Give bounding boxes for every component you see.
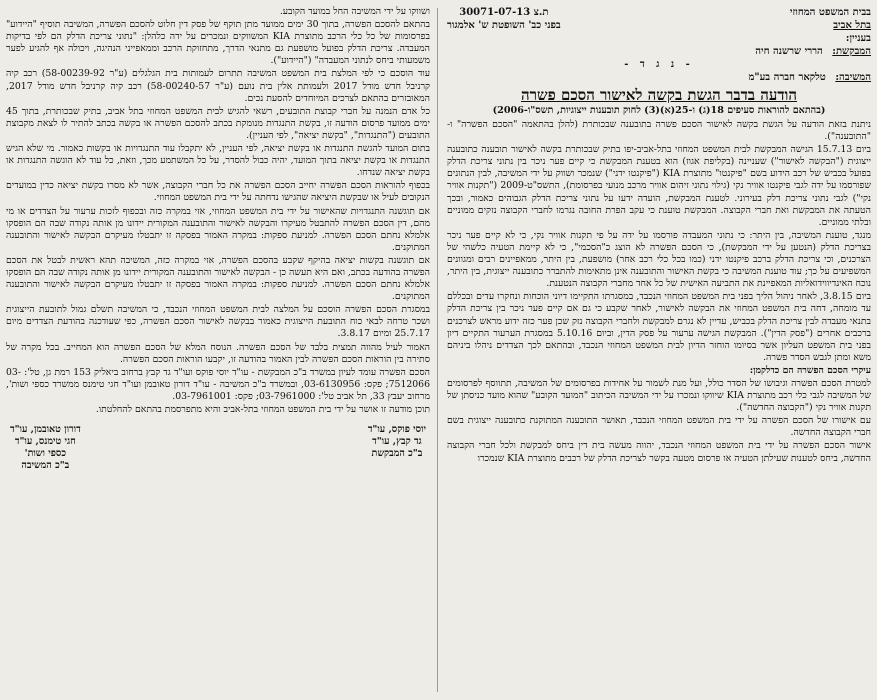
plaintiff-line bbox=[447, 45, 871, 58]
signature-names: יוסי פוקס, עו"ד bbox=[367, 424, 426, 436]
judge-name: בפני כב' השופטת ש' אלמגור bbox=[447, 20, 561, 31]
court-name: בבית המשפט המחוזי bbox=[789, 7, 871, 18]
paragraph: עם אישורו של הסכם הפשרה על ידי בית המשפט המחוזי הנכבד, תאושר התובענה המתוקנת כתובענה ייצוגית בשם חברי הקבוצה החדשה. bbox=[447, 415, 871, 439]
court-city: בתל אביב bbox=[833, 20, 871, 31]
notice-column-left bbox=[6, 6, 430, 696]
signature-names: חגי טימנס, עו"ד bbox=[14, 436, 76, 448]
paragraph: מנגד, טוענת המשיבה, בין היתר: כי נתוני המעבדה פורסמו על ידה על פי תקנות אוויר נקי, כי לא קיים פער ניכר בצריכת הדלק (הנטען על ידי המבקשת), כי הסכם הפשרה לא הוצג כ"הסכמי", כי לא קיימת הטעיה כלשהי של הצרכנים, וכי צריכת הדלק ברכב פיקנטו ידני (כמו בכל כלי רכב אחר) מושפעת, בין היתר, ממאפיינים רבים ומגוונים המשפיעים על כך; עוד טוענת המשיבה כי בקשת האישור והתובענה אינן מתאימות להתברר כתובענה ייצוגית, בין היתר, נוכח האינדיווידואליות המאפיינת את התביעה האישית של כל אחד מחברי הקבוצה הנטענת. bbox=[447, 229, 871, 290]
plaintiff-label: המבקשת: bbox=[832, 46, 871, 57]
paragraph: ביום 3.8.15, לאחר ניהול הליך בפני בית המשפט המחוזי הנכבד, במסגרתו התקיימו דיוני הוכחות ונחקרו עדים ובכללם עד מומחה, דחה בית המשפט המחוזי את הבקשה לאישור, לאחר שקבע כי גם אם קיים פער ניכר בין צריכת הדלק בתנאי מעבדה לבין צריכת הדלק בכביש, עדיין לא נגרם למבקשת ולחברי הקבוצה נזק שכן פער כזה ידוע מראש לצרכנים ברכבים אחרים ("פסק הדין"). המבקשת הגישה ערעור על פסק הדין, וביום 5.10.16 במסגרת הערעור התקיים דיון בפני בית המשפט העליון אשר בסיומו הוחזר הדיון לבית המשפט המחוזי הנכבד, ובהתאם לכך הצדדים ניהלו ביניהם משא ומתן לגבש הסדר פשרה. bbox=[447, 291, 871, 363]
paragraph: כל אדם הנמנה על חברי קבוצת התובעים, רשאי להגיש לבית המשפט המחוזי בתל אביב, בתיק שבכותרת, בתוך 45 ימים ממועד פרסום הודעה זו, בקשת התנגדות מנומקת בכתב להסכם הפשרה או בקשה בכתב להתיר לו לצאת מקבוצת התובעים ("התנגדות", "בקשת יציאה", לפי העניין). bbox=[6, 105, 430, 141]
paragraph: ושווקו על ידי המשיבה החל במועד הקובע. bbox=[279, 6, 430, 17]
respondent-name: טלקאר חברה בע"מ bbox=[748, 72, 826, 83]
paragraph: בכפוף להוראות הסכם הפשרה יחייב הסכם הפשרה את כל חברי הקבוצה, אשר לא מסרו בקשת יציאה כדין במועדים הנקובים לעיל או שבקשת היציאה שהגישו נדחתה על ידי בית המשפט המחוזי. bbox=[6, 180, 430, 204]
notice-column-right bbox=[447, 6, 871, 696]
case-number: ת.צ 30071-07-13 bbox=[459, 7, 549, 18]
signature-role: כספי ושות' bbox=[24, 448, 66, 460]
paragraph: ניתנת בזאת הודעה על הגשת בקשה לאישור הסכם פשרה בתובענה שבכותרת (להלן בהתאמה "הסכם הפשרה" ו- "התובענה"). bbox=[447, 119, 871, 143]
notice-subtitle: (בהתאם להוראות סעיפים 18(ג) ו-25(א)(3) לחוק תובענות ייצוגיות, תשס"ו-2006) bbox=[492, 105, 826, 116]
signature-names: גד קבץ, עו"ד bbox=[372, 436, 422, 448]
paragraph: האמור לעיל מהווה תמצית בלבד של הסכם הפשרה. הנוסח המלא של הסכם הפשרה הוא המחייב. בכל מקרה של סתירה בין הוראות הסכם הפשרה לבין האמור בהודעה זו, יקבעו הוראות הסכם הפשרה. bbox=[6, 341, 430, 365]
case-block bbox=[447, 6, 561, 32]
paragraph: למטרת הסכם הפשרה וגיבושו של הסדר כולל, ועל מנת לשמור על אחידות בפרסומים של המשיבה, תתווסף לפרסומים של המשיבה לגבי כלי רכב מתוצרת KIA שיווקו ונמכרו על ידי המשיבה הכיתוב "המועד הקובע" שהוא מועד כניסתן של תקנות אוויר נקי ("הקבוצה החדשה"). bbox=[447, 377, 871, 414]
paragraph: הסכם הפשרה עומד לעיון במשרד ב"כ המבקשת - עו"ד יוסי פוקס ועו"ד גד קבץ ברחוב ביאליק 153 רמת גן, טל': 03-7512066; פקס: 03-6130956, ובמשרד ב"כ המשיבה - עו"ד דורון טאובמן ועו"ד חגי טימנס ממשרד כספי ושות', מרחוב יעבץ 33, תל אביב טל': 03-7961000; פקס: 03-7961001. bbox=[6, 366, 430, 402]
respondent-counsel-signature bbox=[10, 424, 81, 472]
paragraph: בהתאם להסכם הפשרה, בתוך 30 ימים ממועד מתן תוקף של פסק דין חלוט להסכם הפשרה, המשיבה תוסיף "היידוע" בפרסומות של כל כלי הרכב מתוצרת KIA המשווקים ונמכרים על ידה כלהלן: "נתוני צריכת הדלק הם לפי בדיקות המעבדה. צריכת הדלק בפועל מושפעת גם מתנאי הדרך, מתחזוקת הרכב וממאפייני הנהיגה, ויכולה אף להגיע לפער משמעותי ביחס לנתוני המעבדה" ("היידוע"). bbox=[6, 19, 430, 67]
in-matter-label: בעניין: bbox=[845, 33, 871, 44]
versus-line: - נ ג ד - bbox=[624, 59, 694, 70]
respondent-line bbox=[447, 71, 871, 84]
notice-title: הודעה בדבר הגשת בקשה לאישור הסכם פשרה bbox=[520, 86, 798, 104]
plaintiff-counsel-signature bbox=[368, 424, 426, 472]
court-header bbox=[447, 6, 871, 32]
paragraph: ביום 15.7.13 הגישה המבקשת לבית המשפט המחוזי בתל-אביב-יפו בתיק שבכותרת בקשה לאישור תובענה כתובענה ייצוגית ("הבקשה לאישור") שעניינה (בקליפת אגוז) הוא בטענת המבקשת כי קיים פער ניכר בין נתוני צריכת הדלק בפועל בכביש של רכב הידוע בשם "פיקנטו" מתוצרת KIA ("פיקנטו ידני") שנמכר ושווק על ידי המשיבה, לבין הנתונים שפורסמו על ידה לגבי פיקנטו אוויר נקי (גילוי נתוני זיהום אוויר מרכב מנועי בפרסומת), התשס"ט-2009 ("תקנות אוויר נקי") לגבי נתוני צריכת דלק בעירוני. לטענת המבקשת, הועדה ידעו על נתוני צריכת הדלק הגבוהים כאמור, ובכך הטעתה את המבקשת ואת חברי הקבוצה. המבקשת טוענת כי עקב הפרת החובה נגרמו לחברי הקבוצה נזקים ממוניים ובלתי ממוניים. bbox=[447, 144, 871, 228]
plaintiff-name: הררי שרשנה חיה bbox=[755, 46, 823, 57]
respondent-label: המשיבה: bbox=[835, 72, 871, 83]
paragraph: תוכן מודעה זו אושר על ידי בית המשפט המחוזי בתל-אביב והיא מתפרסמת בהתאם להחלטתו. bbox=[95, 404, 430, 415]
paragraph: אם תוגשנה בקשות יציאה בהיקף שקבע בהסכם הפשרה, אזי במקרה כזה, המשיבה תהא ראשית לבטל את הסכם הפשרה בהודעה בכתב, ואם היא תעשה כן - הבקשה לאישור והתובענה המקורית יידונו מן אותה נקודה שבה הם הופסקו אלמלא נחתם הסכם הפשרה. למניעת ספקות: במקרה האמור בפסקה זו יתבטלו מעיקרם הבקשה לאישור והתובענה המתוקנים. bbox=[6, 254, 430, 303]
column-divider bbox=[437, 8, 438, 692]
paragraph: אישור הסכם הפשרה על ידי בית המשפט המחוזי הנכבד, יהווה מעשה בית דין ביחס למבקשת ולכל חברי הקבוצה החדשה, ביחס לטענות שעילתן הטעיה או פרסום מטעה בקשר לצריכת הדלק של רכבים מתוצרת KIA שנמכרו bbox=[447, 440, 871, 464]
paragraph: עוד הוסכם כי לפי המלצת בית המשפט המשיבה תתרום לעמותות בית הגלגלים (ע"ר 58-00239-92) רכב קיה קרניבל חדש מודל 2017 ולעמותת אלין בית נועם (ע"ר 58-00240-57) רכב קיה קרניבל חדש מודל 2017, המאובזרים בהתאם לצרכים המיוחדים להסעת נכים. bbox=[6, 68, 430, 104]
paragraph: בתום המועד להגשת התנגדות או בקשת יציאה, לפי העניין, לא יתקבלו עוד התנגדויות או בקשות כאמור. מי שלא הגיש התנגדות או בקשת יציאה בתוך המועד, יהיה כבול להסדר, על כל המשתמע מכך, וזאת, כל עוד לא הוגשה התנגדות או בקשת יציאה שנדחו. bbox=[6, 143, 430, 179]
paragraph: במסגרת הסכם הפשרה הוסכם על המלצה לבית המשפט המחוזי הנכבד, כי המשיבה תשלם גמול לתובעת הייצוגית ושכר טרחה לבאי כוח התובעת הייצוגית כאמור בבקשה לאישור הסכם הפשרה, כפי שעודכנה בהודעת הצדדים מיום 25.7.17 ומיום 3.8.17. bbox=[6, 304, 430, 340]
signature-role: ב"כ המבקשת bbox=[371, 448, 423, 460]
signature-role: ב"כ המשיבה bbox=[21, 460, 70, 472]
paragraph: עיקרי הסכם הפשרה הם כדלקמן: bbox=[749, 364, 871, 376]
paragraph: אם תוגשנה התנגדויות שהאישור על ידי בית המשפט המחוזי, אזי במקרה כזה ובכפוף לזכות ערעור על הצדדים או מי מהם, דין הסכם הפשרה להתבטל מעיקרו והבקשה לאישור והתובענה המקורית יידונו מן אותה נקודה שבה הם הופסקו אלמלא נחתם הסכם הפשרה. למניעת ספקות: במקרה האמור בפסקה זו יתבטלו מעיקרם הבקשה לאישור והתובענה המתוקנים. bbox=[6, 205, 430, 253]
court-block bbox=[790, 6, 871, 32]
signature-row bbox=[6, 424, 430, 472]
signature-names: דורון טאובמן, עו"ד bbox=[10, 424, 81, 436]
